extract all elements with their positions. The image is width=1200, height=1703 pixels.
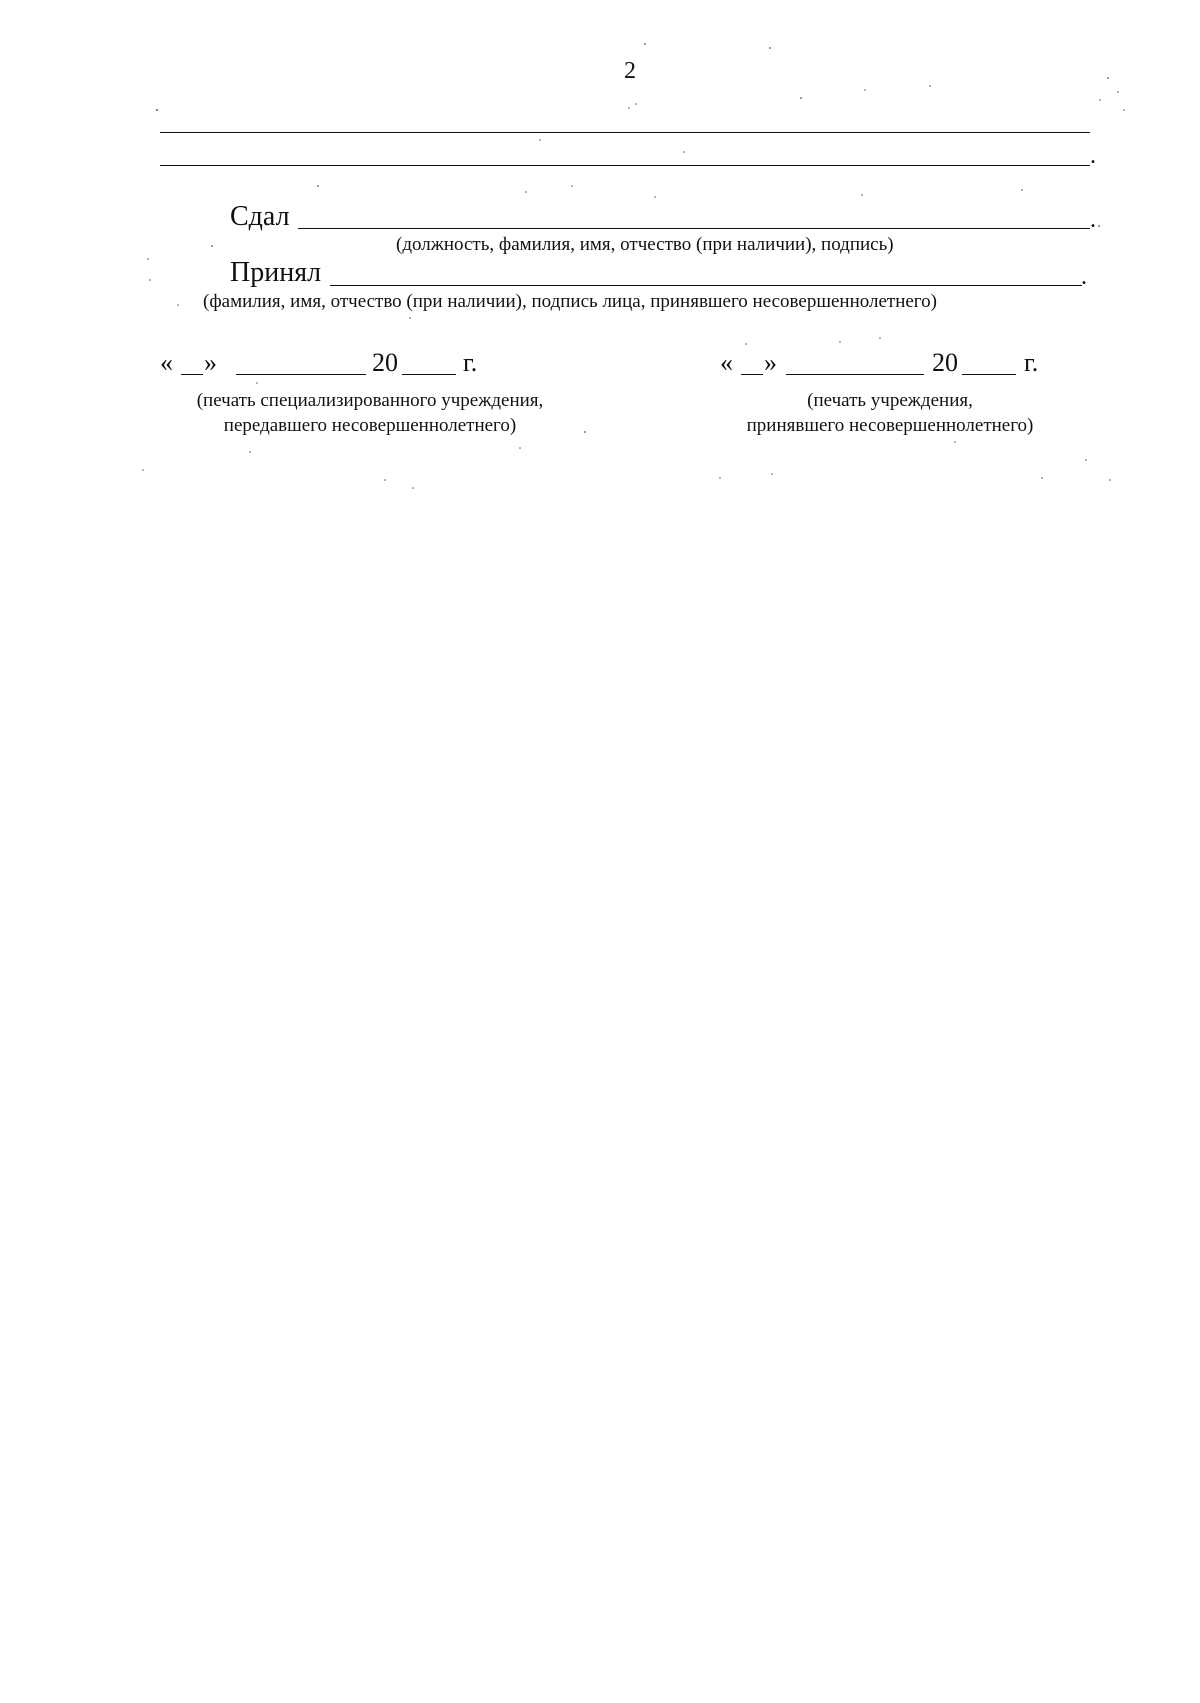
date-left-month-blank bbox=[236, 374, 366, 375]
date-right-year-prefix: 20 bbox=[932, 348, 958, 377]
date-left-year-blank bbox=[402, 374, 456, 375]
date-left-seal-caption bbox=[160, 388, 580, 438]
date-right-month-blank bbox=[786, 374, 924, 375]
received-label: Принял bbox=[230, 257, 322, 288]
date-right-year-blank bbox=[962, 374, 1016, 375]
date-left-day-blank bbox=[181, 374, 203, 375]
handed-signature-line bbox=[298, 228, 1090, 229]
date-left-open-quote: « bbox=[160, 348, 173, 377]
received-signature-line bbox=[330, 285, 1082, 286]
date-left-year-prefix: 20 bbox=[372, 348, 398, 377]
date-right-seal-caption-line2: принявшего несовершеннолетнего) bbox=[746, 415, 1034, 436]
handed-label: Сдал bbox=[230, 201, 290, 232]
date-right-seal-caption bbox=[700, 388, 1080, 438]
blank-line-1 bbox=[160, 132, 1090, 133]
date-right-close-quote: » bbox=[764, 348, 777, 377]
received-period: . bbox=[1081, 264, 1087, 290]
blank-line-2 bbox=[160, 165, 1090, 166]
line-2-period: . bbox=[1090, 143, 1096, 169]
date-left-close-quote: » bbox=[204, 348, 217, 377]
page-number: 2 bbox=[624, 58, 636, 84]
date-left-seal-caption-line2: передавшего несовершеннолетнего) bbox=[223, 415, 517, 436]
received-caption: (фамилия, имя, отчество (при наличии), подпись лица, принявшего несовершеннолетнего) bbox=[203, 291, 937, 312]
date-right-open-quote: « bbox=[720, 348, 733, 377]
date-right-seal-caption-line1: (печать учреждения, bbox=[807, 390, 973, 411]
date-right-day-blank bbox=[741, 374, 763, 375]
date-left-seal-caption-line1: (печать специализированного учреждения, bbox=[196, 390, 544, 411]
handed-caption: (должность, фамилия, имя, отчество (при наличии), подпись) bbox=[396, 234, 894, 255]
date-right-year-suffix: г. bbox=[1024, 348, 1039, 377]
handed-period: . bbox=[1090, 207, 1096, 233]
date-left-year-suffix: г. bbox=[463, 348, 478, 377]
